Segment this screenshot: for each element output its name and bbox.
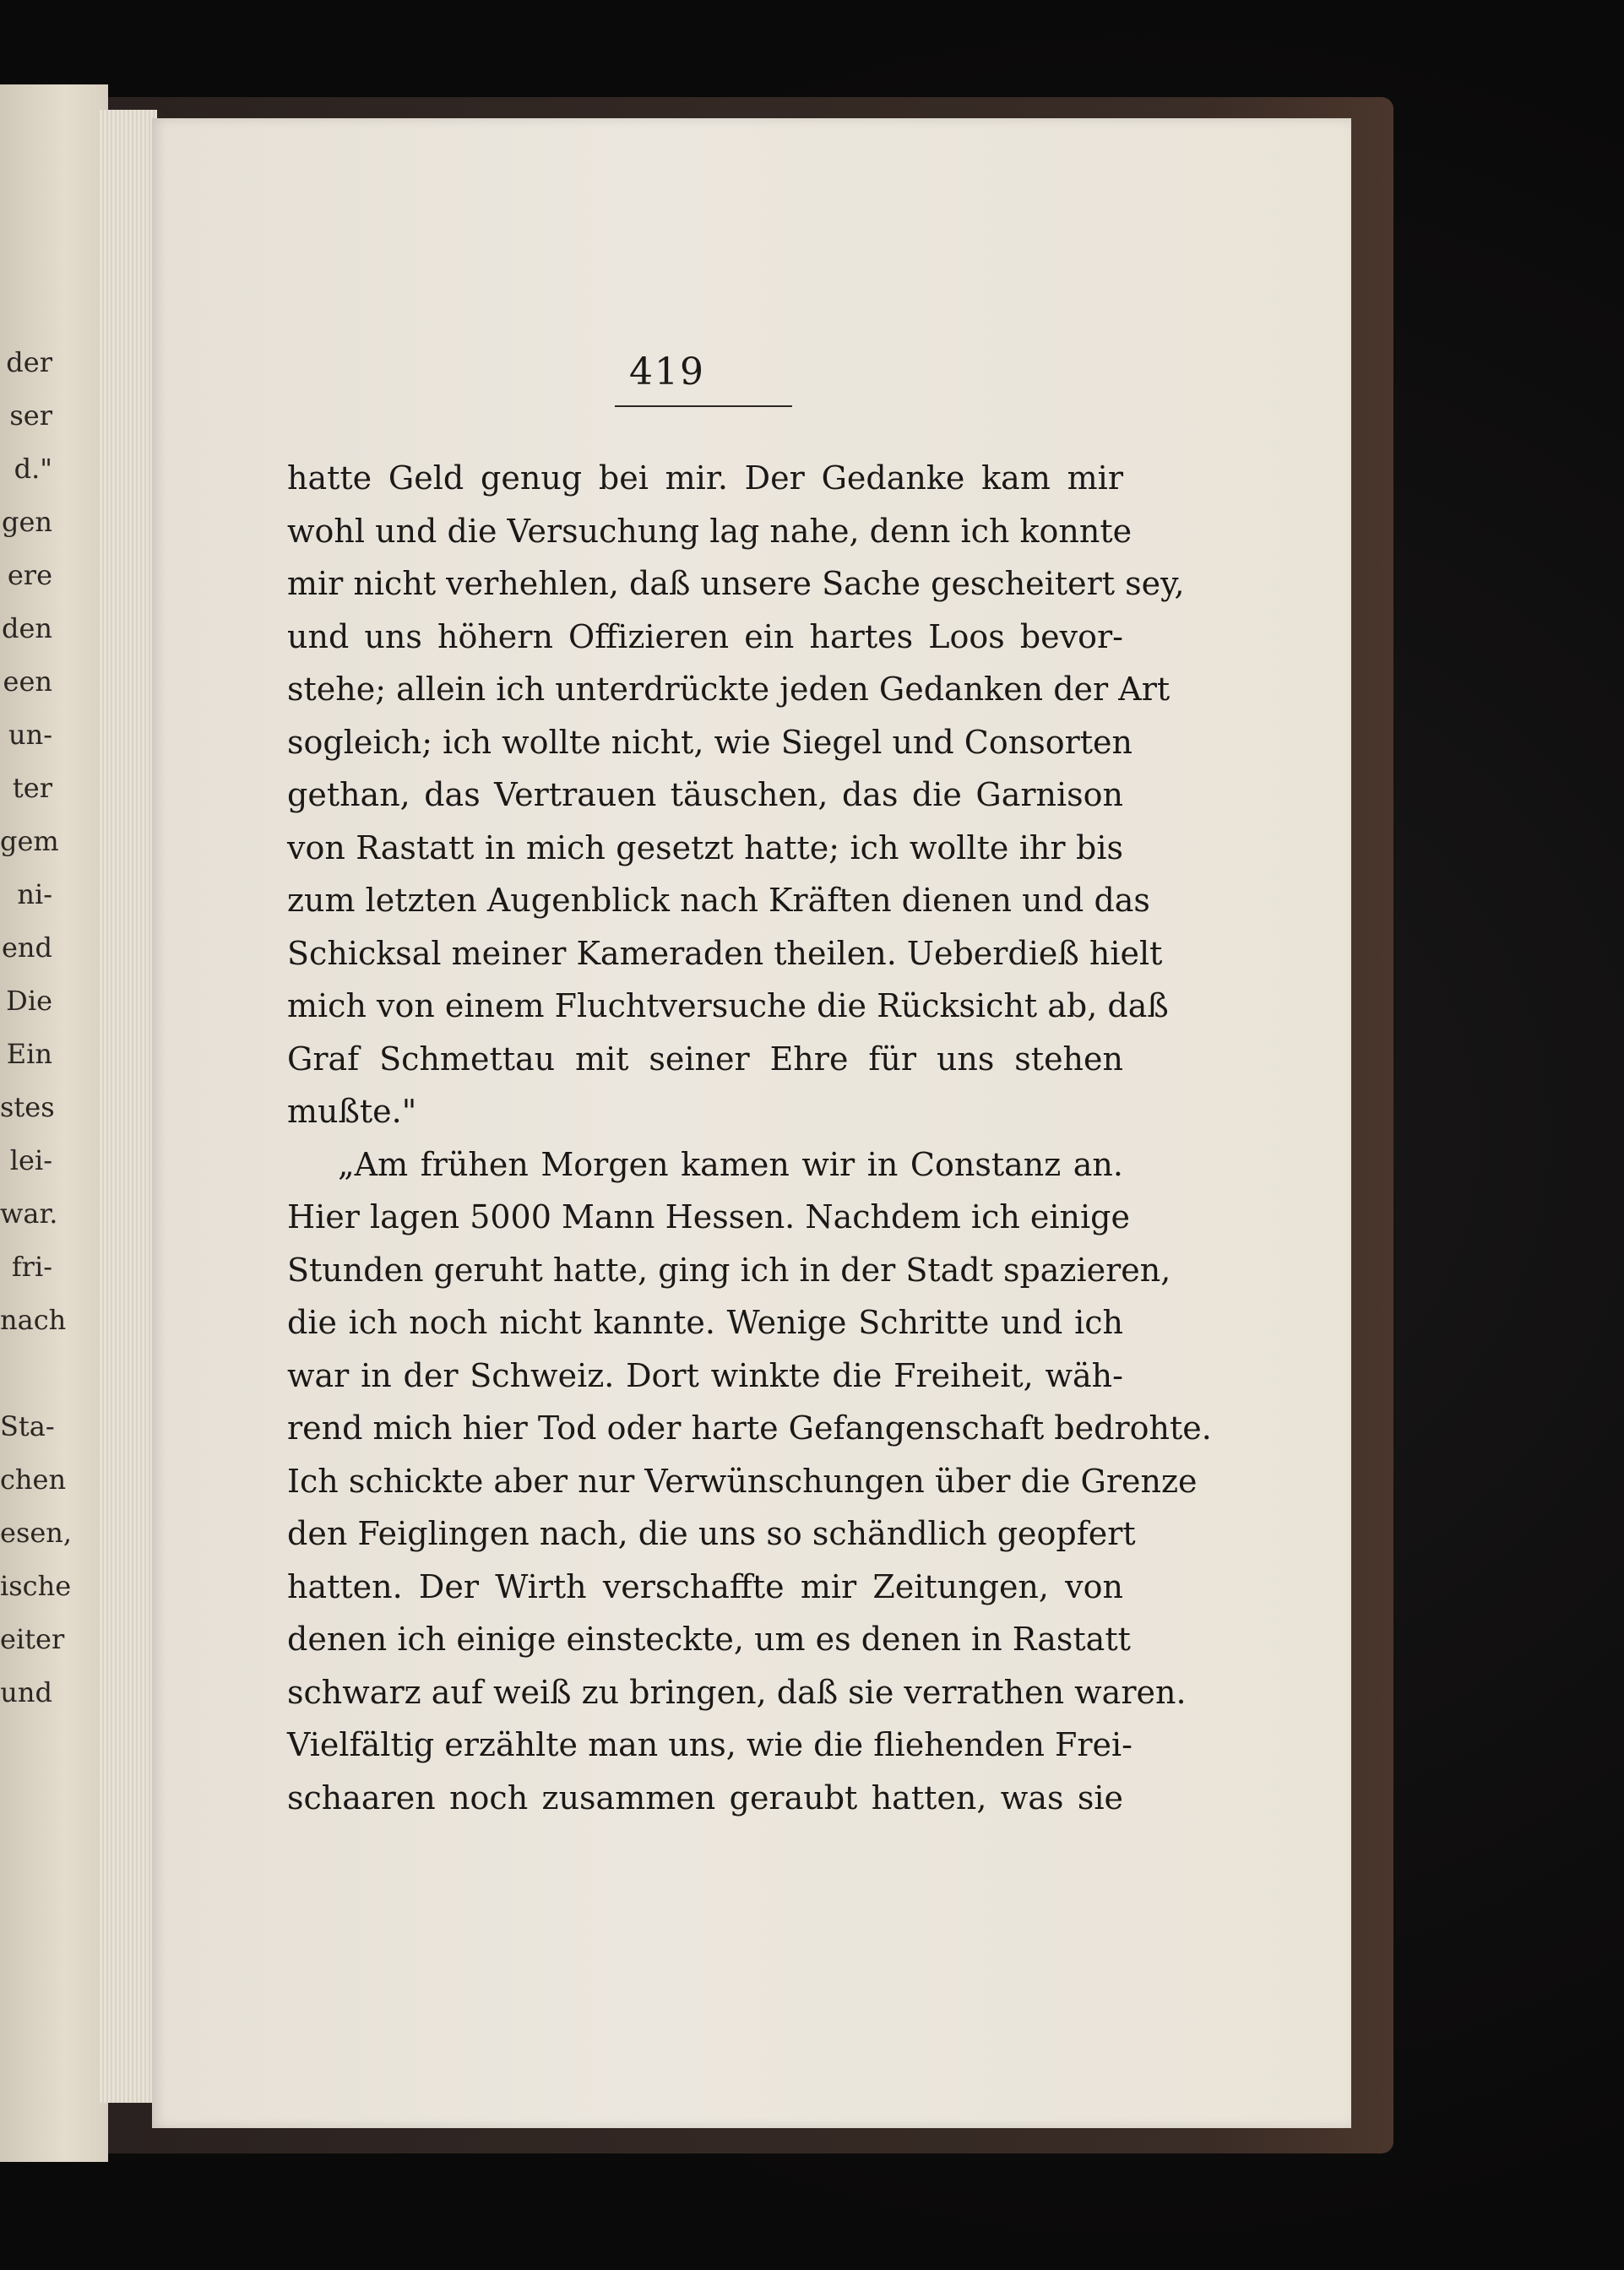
left-page-fragment: der bbox=[6, 346, 52, 378]
right-page bbox=[152, 118, 1351, 2128]
left-page bbox=[0, 84, 108, 2162]
left-page-fragment: end bbox=[1, 931, 52, 964]
text-line: Stunden geruht hatte, ging ich in der Stadt spazieren, bbox=[287, 1251, 1171, 1289]
text-line: sogleich; ich wollte nicht, wie Siegel und Consorten bbox=[287, 723, 1133, 761]
text-line: zum letzten Augenblick nach Kräften dienen und das bbox=[287, 882, 1150, 919]
text-line: mich von einem Fluchtversuche die Rücksicht ab, daß bbox=[287, 987, 1169, 1024]
text-line: die ich noch nicht kannte. Wenige Schritte und ich bbox=[287, 1304, 1123, 1341]
left-page-fragment: een bbox=[3, 665, 52, 698]
text-line: Ich schickte aber nur Verwünschungen über die Grenze bbox=[287, 1462, 1198, 1500]
text-line: denen ich einige einsteckte, um es denen in Rastatt bbox=[287, 1621, 1131, 1658]
left-page-fragment: nach bbox=[0, 1304, 67, 1336]
left-page-fragment: stes bbox=[0, 1091, 55, 1123]
left-page-fragment: ere bbox=[7, 559, 52, 591]
left-page-fragment: ser bbox=[9, 399, 52, 432]
text-line: und uns höhern Offizieren ein hartes Loos bevor- bbox=[287, 617, 1123, 655]
text-line: wohl und die Versuchung lag nahe, denn ich konnte bbox=[287, 512, 1132, 550]
text-line: Graf Schmettau mit seiner Ehre für uns stehen bbox=[287, 1040, 1123, 1078]
left-page-fragment: lei- bbox=[9, 1144, 52, 1176]
page-edges bbox=[100, 110, 157, 2103]
left-page-fragment: den bbox=[1, 612, 52, 644]
text-line: gethan, das Vertrauen täuschen, das die Garnison bbox=[287, 776, 1123, 813]
left-page-fragment: eiter bbox=[0, 1623, 65, 1655]
text-line: mußte." bbox=[287, 1093, 417, 1130]
left-page-fragment: un- bbox=[8, 719, 52, 751]
left-page-fragment: d." bbox=[14, 453, 52, 485]
left-page-fragment: Sta- bbox=[0, 1410, 55, 1442]
left-page-fragment: ni- bbox=[17, 878, 52, 910]
left-page-fragment: Ein bbox=[6, 1038, 52, 1070]
text-line: mir nicht verhehlen, daß unsere Sache gescheitert sey, bbox=[287, 565, 1185, 602]
left-page-fragment: gen bbox=[1, 506, 52, 538]
body-text bbox=[287, 452, 1212, 1824]
left-page-fragment: esen, bbox=[0, 1517, 73, 1549]
text-line: Hier lagen 5000 Mann Hessen. Nachdem ich einige bbox=[287, 1198, 1130, 1235]
text-line: schaaren noch zusammen geraubt hatten, was sie bbox=[287, 1779, 1123, 1817]
text-line: den Feiglingen nach, die uns so schändlich geopfert bbox=[287, 1515, 1136, 1552]
left-page-fragment: gem bbox=[0, 825, 59, 857]
text-line: „Am frühen Morgen kamen wir in Constanz an. bbox=[338, 1145, 1123, 1183]
left-page-fragment: ische bbox=[0, 1570, 72, 1602]
left-page-fragment: und bbox=[0, 1676, 52, 1708]
page-number: 419 bbox=[629, 350, 705, 394]
text-line: Schicksal meiner Kameraden theilen. Ueberdieß hielt bbox=[287, 934, 1163, 972]
header-rule bbox=[615, 405, 792, 407]
text-line: schwarz auf weiß zu bringen, daß sie verrathen waren. bbox=[287, 1673, 1187, 1711]
left-page-fragment: ter bbox=[12, 772, 52, 804]
text-line: stehe; allein ich unterdrückte jeden Gedanken der Art bbox=[287, 671, 1170, 708]
text-line: hatte Geld genug bei mir. Der Gedanke kam mir bbox=[287, 459, 1123, 497]
left-page-fragment: fri- bbox=[11, 1251, 52, 1283]
left-page-fragment: war. bbox=[0, 1197, 58, 1230]
left-page-fragment: chen bbox=[0, 1464, 67, 1496]
text-line: hatten. Der Wirth verschaffte mir Zeitungen, von bbox=[287, 1567, 1123, 1605]
text-line: Vielfältig erzählte man uns, wie die fliehenden Frei- bbox=[287, 1726, 1133, 1763]
text-line: von Rastatt in mich gesetzt hatte; ich wollte ihr bis bbox=[287, 828, 1123, 866]
text-line: war in der Schweiz. Dort winkte die Freiheit, wäh- bbox=[287, 1356, 1123, 1394]
left-page-fragment: Die bbox=[6, 985, 52, 1017]
text-line: rend mich hier Tod oder harte Gefangenschaft bedrohte. bbox=[287, 1409, 1212, 1447]
